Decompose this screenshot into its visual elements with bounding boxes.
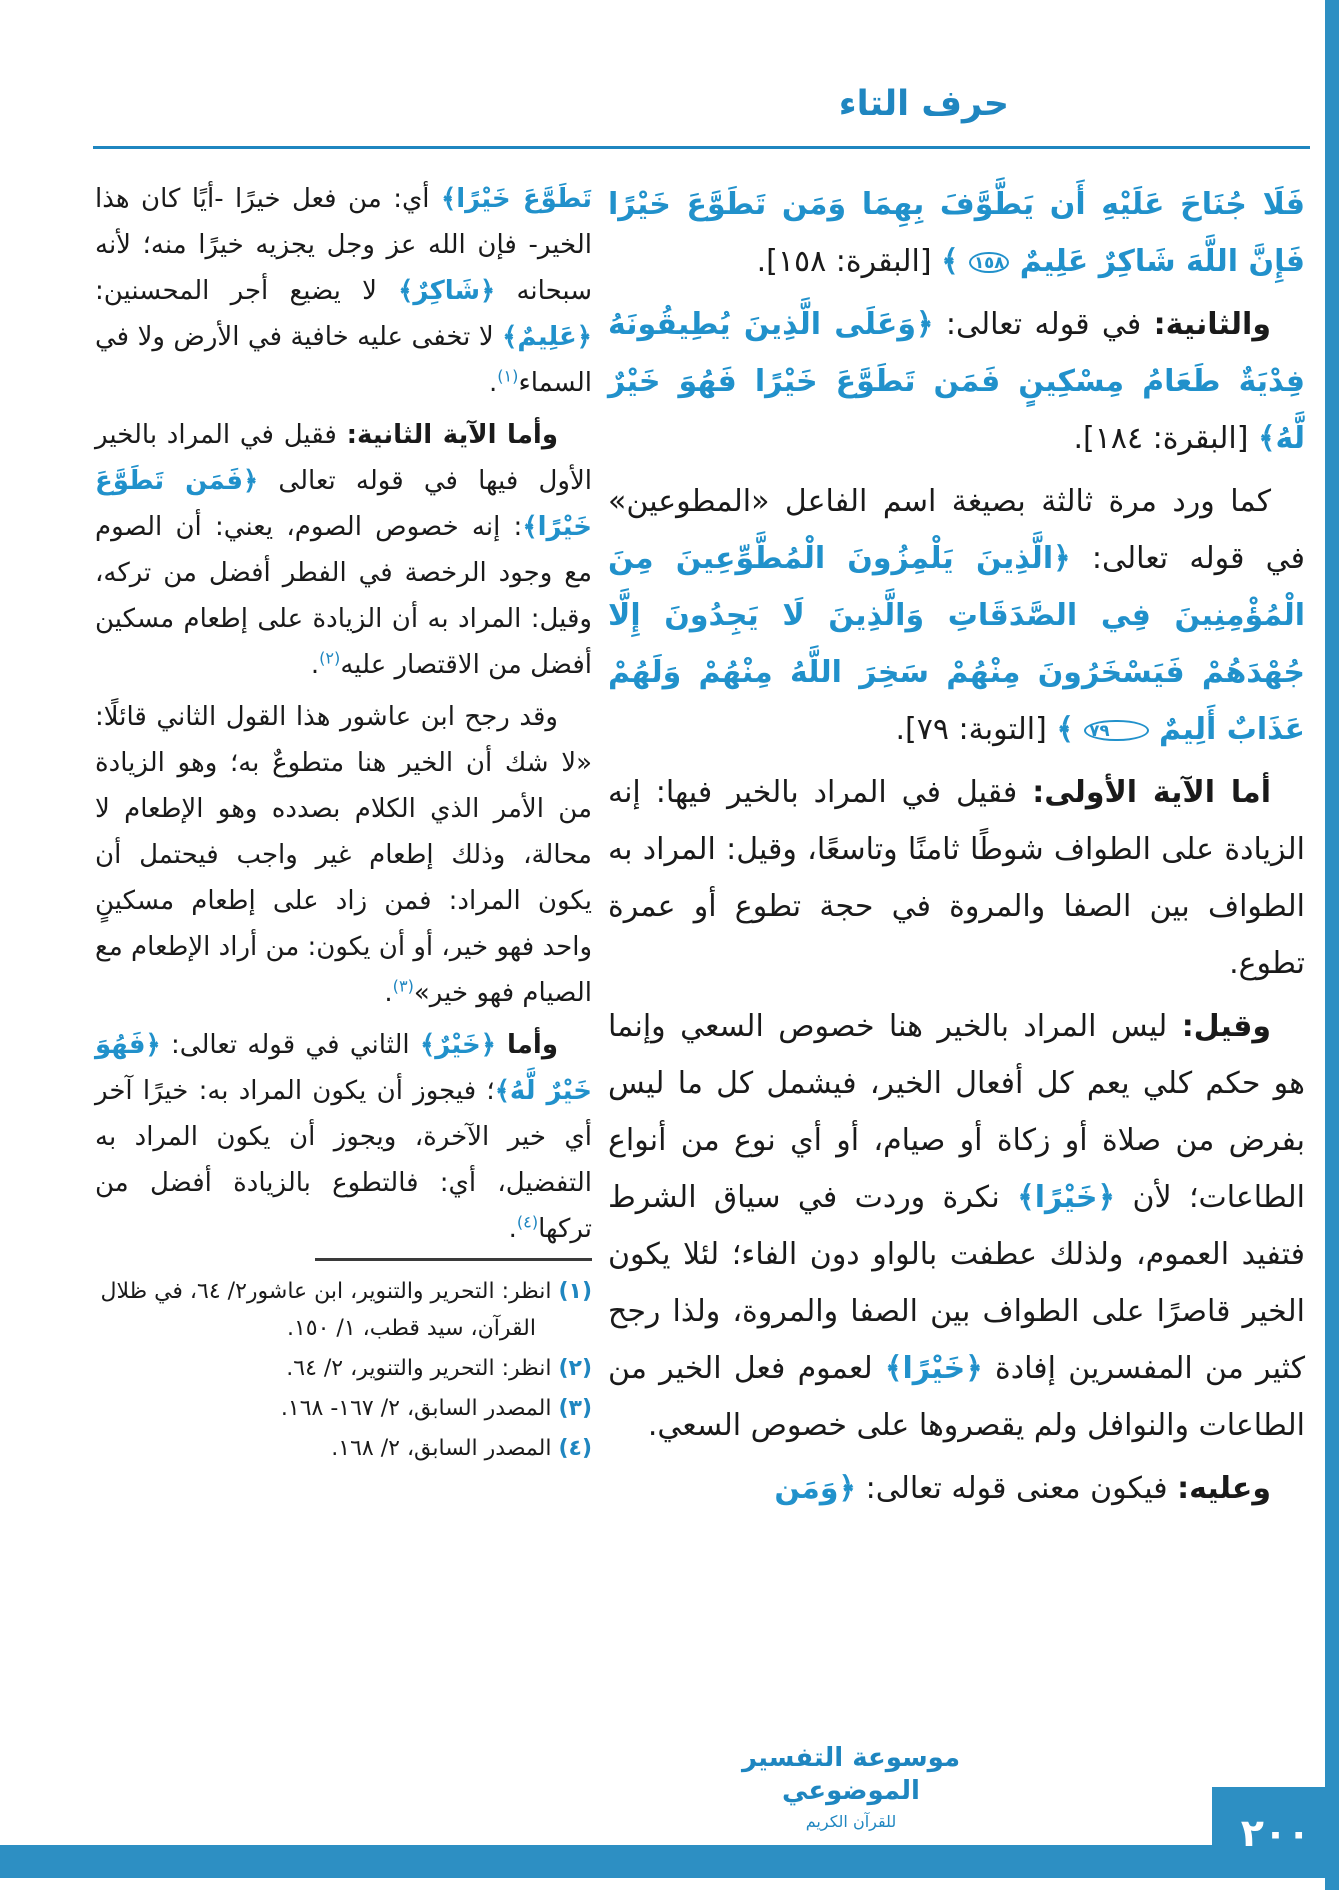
text-run: فيكون معنى قوله تعالى:: [856, 1471, 1178, 1506]
quran-quote: ﴿خَيْرًا﴾: [1017, 1180, 1116, 1215]
text-run: ليس المراد بالخير هنا خصوص السعي وإنما هو حكم كلي يعم كل أفعال الخير، فيشمل كل ما ليس بفرض من صلاة أو زكاة أو صيام، أو أي نوع من أنواع الطاعات؛ لأن: [608, 1009, 1306, 1215]
footnotes-section: [95, 1258, 592, 1470]
paragraph: [608, 764, 1305, 992]
paragraph: [608, 473, 1305, 758]
left-column-body: [95, 176, 592, 1258]
emphasis-text: وعليه:: [1177, 1471, 1271, 1506]
page-edge-band: [1325, 0, 1339, 1890]
text-run: [البقرة: ١٨٤].: [1073, 421, 1258, 456]
footer-band: [0, 1845, 1339, 1878]
footnote-ref-marker: (٣): [392, 976, 414, 996]
text-run: نكرة وردت في سياق الشرط فتفيد العموم، ولذلك عطفت بالواو دون الفاء؛ لئلا يكون الخير قاصرًا على الطواف بين الصفا والمروة، ولذا رجح كثير من المفسرين إفادة: [608, 1180, 1305, 1386]
paragraph: [95, 694, 592, 1016]
page-number: ٢٠٠: [1240, 1810, 1311, 1855]
text-run: أي: من فعل خيرًا -أيًا كان هذا الخير- فإن الله عز وجل يجزيه خيرًا منه؛ لأنه سبحانه: [95, 184, 592, 306]
footnote: [95, 1430, 592, 1467]
footnote-ref-marker: (٤): [516, 1212, 539, 1232]
quran-quote: ﴿وَمَن: [774, 1471, 857, 1506]
text-run: كما ورد مرة ثالثة بصيغة اسم الفاعل «المطوعين» في قوله تعالى:: [608, 484, 1306, 576]
emphasis-text: والثانية:: [1153, 307, 1271, 342]
footnote-text: المصدر السابق، ٢/ ١٦٧- ١٦٨.: [280, 1396, 559, 1421]
quran-quote: ﴾: [941, 244, 970, 279]
emphasis-text: وقيل:: [1181, 1009, 1271, 1044]
text-run: ؛ فيجوز أن يكون المراد به: خيرًا آخر أي خير الآخرة، ويجوز أن يكون المراد به التفضيل، أي: فالتطوع بالزيادة أفضل من تركها: [95, 1076, 592, 1244]
footnote: [95, 1350, 592, 1387]
quran-quote: ﴿خَيْرٌ﴾: [419, 1030, 496, 1060]
footnote-marker: (٤): [558, 1436, 592, 1461]
footnote: [95, 1273, 592, 1347]
emphasis-text: أما الآية الأولى:: [1032, 775, 1271, 810]
text-run: لعموم فعل الخير من الطاعات والنوافل ولم يقصروها على خصوص السعي.: [608, 1351, 1305, 1443]
text-run: في قوله تعالى:: [933, 307, 1154, 342]
text-run: [التوبة: ٧٩].: [895, 712, 1057, 747]
quran-quote: فَلَا جُنَاحَ عَلَيْهِ أَن يَطَّوَّفَ بِهِمَا وَمَن تَطَوَّعَ خَيْرًا فَإِنَّ اللَّهَ شَاكِرٌ عَلِيمٌ: [608, 187, 1305, 279]
text-run: فقيل في المراد بالخير الأول فيها في قوله تعالى: [95, 420, 592, 496]
footnote-text: المصدر السابق، ٢/ ١٦٨.: [331, 1436, 559, 1461]
footnote-separator: [315, 1258, 592, 1261]
text-run: الثاني في قوله تعالى:: [160, 1030, 420, 1060]
paragraph: [608, 998, 1305, 1454]
quran-quote: ﴿خَيْرًا﴾: [884, 1351, 983, 1386]
text-run: لا تخفى عليه خافية في الأرض ولا في السماء: [95, 322, 592, 398]
footnote-ref-marker: (٢): [319, 648, 341, 668]
text-run: .: [488, 368, 498, 398]
ayah-number-badge: ٧٩: [1084, 720, 1148, 741]
text-run: وقد رجح ابن عاشور هذا القول الثاني قائلًا: «لا شك أن الخير هنا متطوعٌ به؛ وهو الزيادة من الأمر الذي الكلام بصدده وهو الإطعام لا محالة، وذلك إطعام غير واجب فيحتمل أن يكون المراد: فمن زاد على إطعام مسكينٍ واحد فهو خير، أو أن يكون: من أراد الإطعام مع الصيام فهو خير»: [95, 702, 592, 1008]
text-run: [البقرة: ١٥٨].: [756, 244, 942, 279]
emphasis-text: وأما: [495, 1030, 558, 1060]
text-run: .: [508, 1214, 517, 1244]
text-run: فقيل في المراد بالخير فيها: إنه الزيادة على الطواف شوطًا ثامنًا وتاسعًا، وقيل: المراد به الطواف بين الصفا والمروة في حجة تطوع أو عمرة تطوع.: [608, 775, 1305, 981]
footnote-marker: (١): [558, 1279, 592, 1304]
paragraph: [608, 176, 1305, 290]
footnote-ref-marker: (١): [497, 366, 519, 386]
emblem-title: موسوعة التفسير الموضوعي: [741, 1743, 961, 1806]
text-run: .: [310, 650, 320, 680]
paragraph: [95, 176, 592, 406]
paragraph: [608, 1460, 1305, 1517]
quran-quote: ﴿عَلِيمٌ﴾: [502, 322, 592, 352]
quran-quote: ﴿الَّذِينَ يَلْمِزُونَ الْمُطَّوِّعِينَ مِنَ الْمُؤْمِنِينَ فِي الصَّدَقَاتِ وَالَّذِينَ لَا يَجِدُونَ إِلَّا جُهْدَهُمْ فَيَسْخَرُونَ مِنْهُمْ سَخِرَ اللَّهُ مِنْهُمْ وَلَهُمْ عَذَابٌ أَلِيمٌ: [608, 541, 1305, 747]
footnote-marker: (٢): [558, 1356, 592, 1381]
footnote: [95, 1390, 592, 1427]
footnote-text: انظر: التحرير والتنوير، ابن عاشور٢/ ٦٤، في ظلال القرآن، سيد قطب، ١/ ١٥٠.: [100, 1279, 559, 1341]
left-text-column: [95, 176, 592, 1464]
paragraph: [95, 412, 592, 688]
quran-quote: تَطَوَّعَ خَيْرًا﴾: [440, 184, 593, 214]
emphasis-text: وأما الآية الثانية:: [346, 420, 558, 450]
quran-quote: ﴿فَهُوَ خَيْرٌ لَّهُ﴾: [95, 1030, 592, 1106]
quran-quote: ﴿فَمَن تَطَوَّعَ خَيْرًا﴾: [95, 466, 592, 542]
header-rule: [93, 146, 1310, 149]
paragraph: [95, 1022, 592, 1252]
paragraph: [608, 296, 1305, 467]
publisher-emblem: [739, 1742, 963, 1833]
footnote-text: انظر: التحرير والتنوير، ٢/ ٦٤.: [286, 1356, 559, 1381]
page-number-badge: [1212, 1787, 1339, 1878]
quran-quote: ﴿وَعَلَى الَّذِينَ يُطِيقُونَهُ فِدْيَةٌ طَعَامُ مِسْكِينٍ فَمَن تَطَوَّعَ خَيْرًا فَهُوَ خَيْرٌ لَّهُ﴾: [608, 307, 1305, 456]
footnote-marker: (٣): [558, 1396, 592, 1421]
emblem-subtitle: للقرآن الكريم: [805, 1812, 897, 1831]
text-run: لا يضيع أجر المحسنين:: [95, 276, 399, 306]
text-run: .: [384, 978, 393, 1008]
chapter-title: حرف التاء: [838, 84, 1009, 124]
ayah-number-badge: ١٥٨: [969, 252, 1009, 273]
quran-quote: ﴾: [1056, 712, 1085, 747]
right-text-column: [608, 176, 1305, 1523]
text-run: : إنه خصوص الصوم، يعني: أن الصوم مع وجود الرخصة في الفطر أفضل من تركه، وقيل: المراد به أن الزيادة على إطعام مسكين أفضل من الاقتصار عليه: [95, 512, 592, 680]
quran-quote: ﴿شَاكِرٌ﴾: [398, 276, 496, 306]
